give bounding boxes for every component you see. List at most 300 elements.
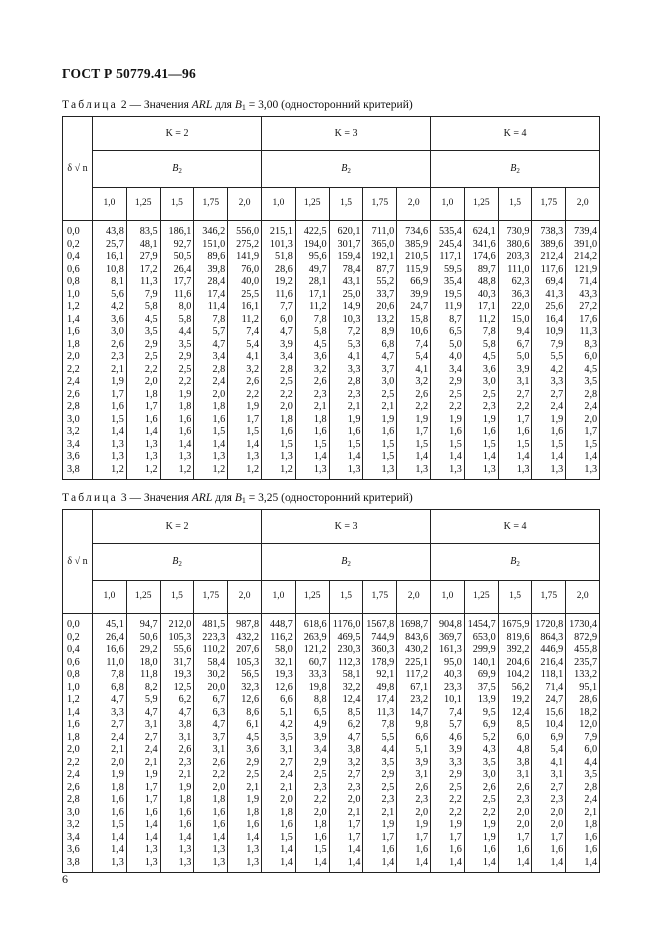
arl-value: 89,6 [207, 251, 226, 262]
b2-sub: 2 [178, 166, 182, 175]
arl-value: 17,1 [308, 288, 327, 300]
arl-value: 1,9 [482, 819, 496, 830]
k-header: K = 3 [262, 117, 431, 151]
arl-value: 1,5 [482, 438, 496, 450]
arl-value: 3,0 [482, 769, 496, 780]
arl-value: 4,7 [212, 338, 226, 350]
arl-value: 1,3 [144, 844, 158, 855]
arl-value: 1,6 [313, 426, 327, 437]
arl-value: 2,1 [246, 781, 260, 793]
arl-value: 1,3 [246, 451, 260, 462]
arl-value: 1,4 [482, 856, 496, 868]
arl-value: 43,3 [579, 288, 598, 300]
delta-value: 1,8 [67, 338, 80, 350]
b2-value: 2,0 [228, 188, 262, 221]
arl-value: 2,9 [381, 769, 395, 780]
arl-value: 1176,0 [332, 619, 361, 630]
arl-value: 2,2 [449, 401, 462, 412]
arl-value: 50,5 [173, 251, 192, 262]
arl-value: 4,8 [516, 744, 530, 755]
delta-value: 2,8 [67, 794, 80, 805]
b2-header [93, 151, 262, 188]
arl-value: 1,4 [111, 831, 124, 843]
delta-value: 1,6 [67, 719, 80, 730]
arl-value: 17,4 [207, 288, 226, 300]
arl-value: 204,6 [506, 656, 530, 668]
arl-value: 3,6 [313, 351, 327, 362]
arl-value: 6,1 [246, 719, 260, 730]
arl-value: 2,0 [280, 401, 293, 412]
arl-value: 6,2 [347, 719, 361, 730]
arl-value: 3,4 [280, 351, 293, 362]
caption-b-sub: 1 [241, 103, 246, 112]
arl-value: 739,4 [574, 226, 598, 237]
arl-column [295, 221, 329, 480]
arl-value: 2,5 [144, 351, 158, 362]
arl-value: 4,1 [415, 363, 429, 375]
arl-value: 1,6 [313, 831, 327, 843]
arl-value: 5,8 [482, 338, 496, 350]
arl-value: 987,8 [236, 619, 260, 630]
arl-value: 3,1 [550, 769, 564, 780]
arl-value: 2,1 [144, 756, 158, 768]
arl-value: 1,4 [111, 844, 124, 855]
arl-value: 16,1 [241, 301, 260, 312]
arl-value: 4,2 [550, 363, 564, 375]
arl-value: 110,2 [202, 644, 226, 655]
arl-value: 1,9 [381, 819, 395, 830]
arl-value: 8,1 [111, 276, 124, 287]
arl-value: 25,6 [545, 301, 564, 312]
arl-value: 1,2 [212, 463, 226, 475]
arl-value: 263,9 [303, 631, 327, 643]
arl-value: 1,3 [449, 463, 462, 475]
arl-value: 1,3 [347, 463, 361, 475]
arl-value: 2,3 [347, 388, 361, 400]
arl-value: 535,4 [438, 226, 462, 237]
arl-value: 1,5 [584, 438, 598, 450]
arl-value: 2,9 [449, 376, 462, 387]
arl-value: 223,3 [202, 631, 226, 643]
arl-value: 1,2 [178, 463, 192, 475]
arl-value: 55,2 [376, 276, 395, 287]
arl-column [431, 221, 465, 480]
arl-value: 87,7 [376, 263, 395, 275]
arl-value: 2,9 [246, 756, 260, 768]
arl-value: 25,5 [241, 288, 260, 300]
arl-value: 8,7 [449, 313, 462, 325]
arl-value: 1730,4 [569, 619, 598, 630]
arl-value: 2,3 [415, 794, 429, 805]
b2-label: B [510, 163, 517, 174]
arl-value: 11,2 [309, 301, 327, 312]
arl-value: 12,4 [511, 706, 530, 718]
arl-value: 430,2 [405, 644, 429, 655]
arl-value: 92,7 [173, 238, 192, 250]
arl-value: 1,3 [212, 451, 226, 462]
arl-value: 653,0 [472, 631, 496, 643]
arl-value: 5,8 [313, 326, 327, 337]
arl-value: 3,5 [584, 769, 598, 780]
arl-value: 117,2 [405, 669, 429, 680]
arl-value: 8,9 [381, 326, 395, 337]
arl-value: 1720,8 [535, 619, 564, 630]
arl-value: 1,9 [415, 819, 429, 830]
arl-value: 192,1 [371, 251, 395, 262]
arl-value: 43,8 [105, 226, 124, 237]
arl-value: 174,6 [472, 251, 496, 262]
arl-value: 17,2 [139, 263, 158, 275]
arl-value: 7,8 [212, 313, 226, 325]
arl-value: 5,0 [449, 338, 462, 350]
arl-value: 1,3 [246, 844, 260, 855]
arl-value: 2,1 [584, 806, 598, 818]
arl-column [93, 221, 127, 480]
arl-value: 1,6 [381, 426, 395, 437]
arl-value: 32,2 [342, 681, 361, 693]
arl-value: 118,1 [540, 669, 564, 680]
arl-value: 4,6 [449, 731, 462, 743]
arl-value: 2,4 [212, 376, 226, 387]
arl-value: 101,3 [269, 238, 293, 250]
arl-value: 5,5 [381, 731, 395, 743]
arl-column [126, 221, 160, 480]
arl-value: 2,9 [449, 769, 462, 780]
arl-value: 22,0 [511, 301, 530, 312]
arl-value: 5,4 [415, 351, 429, 362]
arl-value: 121,2 [303, 644, 327, 655]
arl-value: 10,8 [105, 263, 124, 275]
arl-value: 1,7 [144, 401, 158, 412]
arl-value: 1,4 [347, 451, 361, 462]
arl-value: 1,4 [212, 831, 226, 843]
arl-value: 1,7 [144, 794, 158, 805]
arl-value: 2,5 [313, 769, 327, 780]
arl-value: 11,3 [376, 706, 395, 718]
b2-value: 2,0 [566, 581, 600, 614]
arl-value: 19,8 [308, 681, 327, 693]
arl-value: 1,6 [381, 844, 395, 855]
arl-value: 1,5 [415, 438, 429, 450]
arl-column [194, 614, 228, 873]
arl-value: 1,4 [246, 438, 260, 450]
arl-value: 3,1 [178, 731, 192, 743]
arl-value: 1,6 [212, 819, 226, 830]
arl-value: 62,3 [511, 276, 530, 287]
arl-value: 1698,7 [400, 619, 429, 630]
delta-value: 0,0 [67, 226, 80, 237]
arl-value: 1,5 [550, 438, 564, 450]
arl-value: 2,0 [550, 806, 564, 818]
b2-value: 1,25 [295, 188, 329, 221]
arl-value: 10,6 [410, 326, 429, 337]
arl-value: 1,3 [313, 463, 327, 475]
page-number: 6 [62, 872, 68, 886]
arl-value: 618,6 [303, 619, 327, 630]
arl-value: 35,4 [444, 276, 462, 287]
b2-sub: 2 [347, 166, 351, 175]
arl-column [93, 614, 127, 873]
arl-value: 1,6 [111, 794, 124, 805]
arl-value: 2,3 [550, 794, 564, 805]
table-caption [62, 492, 413, 504]
arl-value: 3,5 [280, 731, 293, 743]
arl-value: 2,6 [212, 756, 226, 768]
arl-value: 3,0 [111, 326, 124, 337]
arl-value: 1,3 [482, 463, 496, 475]
arl-value: 3,9 [516, 363, 530, 375]
arl-value: 1,7 [516, 413, 530, 425]
arl-value: 1,6 [178, 413, 192, 425]
arl-value: 3,5 [482, 756, 496, 768]
arl-value: 1,3 [111, 451, 124, 462]
arl-value: 1,6 [280, 426, 293, 437]
arl-value: 1,5 [381, 438, 395, 450]
arl-value: 17,6 [579, 313, 598, 325]
arl-value: 1,7 [449, 831, 462, 843]
arl-value: 117,1 [439, 251, 462, 262]
arl-value: 30,2 [207, 669, 226, 680]
caption-for: для [215, 99, 232, 111]
arl-value: 3,6 [111, 313, 124, 325]
arl-value: 1,8 [212, 794, 226, 805]
arl-value: 203,3 [506, 251, 530, 262]
arl-value: 556,0 [236, 226, 260, 237]
arl-value: 1,3 [111, 438, 124, 450]
b2-header-row [63, 151, 600, 188]
arl-value: 33,7 [376, 288, 395, 300]
arl-value: 212,4 [540, 251, 564, 262]
arl-value: 1,7 [111, 388, 124, 400]
arl-value: 1,6 [584, 831, 598, 843]
arl-value: 2,4 [280, 769, 293, 780]
arl-value: 8,6 [246, 706, 260, 718]
delta-value: 0,8 [67, 669, 80, 680]
arl-value: 1,4 [313, 451, 327, 462]
arl-value: 1,4 [313, 856, 327, 868]
arl-value: 1,3 [584, 463, 598, 475]
arl-value: 151,0 [202, 238, 226, 250]
arl-value: 5,1 [280, 706, 293, 718]
delta-value: 2,6 [67, 388, 80, 400]
arl-value: 1,4 [111, 426, 124, 437]
arl-value: 2,6 [482, 781, 496, 793]
delta-value: 3,6 [67, 844, 80, 855]
arl-value: 2,4 [550, 401, 564, 412]
arl-value: 40,3 [444, 669, 462, 680]
arl-value: 50,6 [139, 631, 158, 643]
arl-value: 1,6 [516, 844, 530, 855]
arl-value: 115,9 [405, 263, 429, 275]
arl-value: 2,3 [381, 794, 395, 805]
arl-value: 23,3 [444, 681, 462, 693]
arl-value: 1,6 [482, 426, 496, 437]
arl-value: 1,3 [178, 844, 192, 855]
arl-value: 2,3 [178, 756, 192, 768]
delta-value: 0,6 [67, 656, 80, 668]
arl-value: 711,0 [371, 226, 395, 237]
delta-value: 3,2 [67, 426, 80, 437]
arl-value: 31,7 [173, 656, 192, 668]
arl-value: 1,4 [415, 856, 429, 868]
arl-value: 4,7 [347, 731, 361, 743]
arl-value: 39,9 [410, 288, 429, 300]
arl-column [228, 221, 262, 480]
arl-value: 7,8 [313, 313, 327, 325]
arl-value: 1,6 [584, 844, 598, 855]
arl-value: 2,6 [516, 781, 530, 793]
table-caption [62, 99, 413, 111]
arl-value: 4,9 [313, 719, 327, 730]
arl-value: 2,3 [516, 794, 530, 805]
arl-value: 1,6 [347, 426, 361, 437]
arl-value: 4,5 [144, 313, 158, 325]
arl-value: 9,8 [415, 719, 429, 730]
arl-value: 2,5 [178, 363, 192, 375]
arl-column [160, 221, 194, 480]
arl-value: 140,1 [472, 656, 496, 668]
delta-value: 2,2 [67, 363, 80, 375]
arl-value: 23,2 [410, 694, 429, 705]
arl-value: 1,5 [449, 438, 462, 450]
arl-value: 19,5 [444, 288, 462, 300]
caption-for: для [215, 492, 232, 504]
k-header: K = 4 [431, 117, 600, 151]
caption-arl: ARL [191, 99, 213, 111]
b2-value: 2,0 [397, 188, 431, 221]
arl-value: 2,2 [449, 806, 462, 818]
arl-value: 178,9 [371, 656, 395, 668]
arl-value: 1,3 [111, 856, 124, 868]
arl-value: 1,4 [178, 831, 192, 843]
arl-column [329, 221, 363, 480]
arl-column [498, 614, 532, 873]
arl-value: 1,9 [111, 376, 124, 387]
arl-column [397, 614, 431, 873]
b2-value: 1,75 [363, 188, 397, 221]
arl-value: 1,4 [415, 451, 429, 462]
arl-column [498, 221, 532, 480]
arl-value: 1,5 [111, 413, 124, 425]
arl-value: 2,0 [415, 806, 429, 818]
arl-value: 380,6 [506, 238, 530, 250]
arl-value: 1,4 [178, 438, 192, 450]
arl-value: 734,6 [405, 226, 429, 237]
delta-header: δ √ n [63, 510, 93, 614]
arl-value: 215,1 [269, 226, 293, 237]
arl-value: 5,4 [246, 338, 260, 350]
arl-value: 3,2 [415, 376, 429, 387]
arl-value: 28,6 [579, 694, 598, 705]
delta-value: 0,4 [67, 251, 80, 262]
arl-value: 6,0 [584, 351, 598, 362]
arl-value: 11,3 [140, 276, 158, 287]
arl-value: 1,5 [111, 819, 124, 830]
delta-column [63, 614, 93, 873]
arl-value: 43,1 [342, 276, 361, 287]
arl-value: 9,5 [482, 706, 496, 718]
arl-value: 7,7 [280, 301, 293, 312]
arl-value: 1,4 [584, 856, 598, 868]
arl-value: 2,1 [347, 806, 361, 818]
arl-value: 1,8 [111, 781, 124, 793]
delta-value: 2,8 [67, 401, 80, 412]
arl-value: 17,4 [376, 694, 395, 705]
arl-value: 13,9 [477, 694, 496, 705]
arl-value: 214,2 [574, 251, 598, 262]
arl-value: 1,6 [246, 819, 260, 830]
arl-value: 2,5 [449, 388, 462, 400]
caption-prefix: Таблица [62, 99, 118, 111]
arl-value: 56,2 [511, 681, 530, 693]
arl-value: 6,5 [449, 326, 462, 337]
table-data-row [63, 221, 600, 480]
arl-value: 1,4 [550, 856, 564, 868]
arl-value: 455,8 [574, 644, 598, 655]
b2-sub: 2 [347, 559, 351, 568]
arl-value: 3,8 [178, 719, 192, 730]
arl-value: 1,6 [550, 426, 564, 437]
arl-value: 10,1 [444, 694, 462, 705]
arl-column [532, 221, 566, 480]
arl-value: 2,5 [482, 388, 496, 400]
arl-value: 71,4 [545, 681, 564, 693]
arl-value: 16,1 [105, 251, 124, 262]
arl-value: 6,9 [550, 731, 564, 743]
arl-value: 19,2 [275, 276, 293, 287]
arl-value: 1,6 [111, 401, 124, 412]
arl-value: 2,6 [111, 338, 124, 350]
arl-value: 48,1 [139, 238, 158, 250]
delta-value: 1,2 [67, 694, 80, 705]
arl-value: 141,9 [236, 251, 260, 262]
arl-value: 1,8 [178, 401, 192, 412]
arl-value: 1,2 [280, 463, 293, 475]
arl-value: 8,2 [144, 681, 158, 693]
b2-value: 1,75 [194, 188, 228, 221]
k-header: K = 2 [93, 510, 262, 544]
b2-label: B [172, 163, 179, 174]
table-data-row [63, 614, 600, 873]
arl-value: 2,6 [313, 376, 327, 387]
arl-value: 1,7 [144, 781, 158, 793]
arl-value: 2,2 [144, 363, 158, 375]
arl-value: 27,2 [579, 301, 598, 312]
arl-value: 2,7 [516, 388, 530, 400]
arl-value: 12,0 [579, 719, 598, 730]
arl-value: 40,0 [241, 276, 260, 287]
delta-value: 3,4 [67, 438, 80, 450]
arl-column [329, 614, 363, 873]
arl-column [431, 614, 465, 873]
arl-value: 3,3 [347, 363, 361, 375]
arl-value: 730,9 [506, 226, 530, 237]
arl-value: 2,5 [381, 781, 395, 793]
b2-value: 1,0 [262, 188, 296, 221]
b2-values-row [63, 581, 600, 614]
arl-value: 3,0 [482, 376, 496, 387]
arl-value: 11,2 [478, 313, 496, 325]
arl-value: 32,3 [241, 681, 260, 693]
arl-value: 1,3 [212, 856, 226, 868]
arl-column [194, 221, 228, 480]
arl-value: 25,7 [105, 238, 124, 250]
arl-value: 1,9 [178, 388, 192, 400]
arl-value: 3,7 [212, 731, 226, 743]
arl-value: 1,8 [313, 413, 327, 425]
b2-header [93, 544, 262, 581]
arl-value: 10,4 [545, 719, 564, 730]
